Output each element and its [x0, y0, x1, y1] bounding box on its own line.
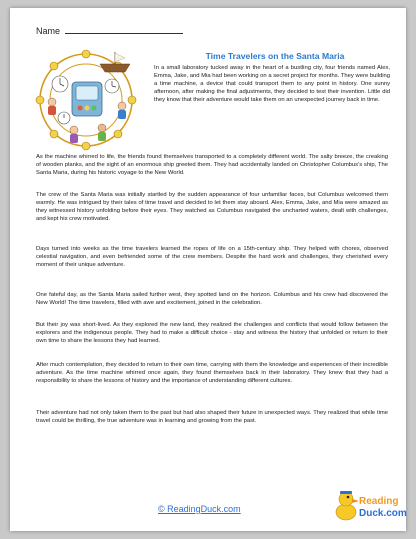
duck-icon — [336, 491, 359, 520]
worksheet-page — [10, 8, 406, 531]
story-paragraph-4: Days turned into weeks as the time travelers learned the ropes of life on a 15th-century ship. They helped with chores, observed celestial navigation, and even befriended some of the crew members. Despite the hard work and challenges, they cherished every moment of their unique adventure. — [36, 246, 388, 268]
name-label: Name — [36, 26, 61, 36]
story-paragraph-7: After much contemplation, they decided to return to their own time, carrying with them the knowledge and experiences of their incredible adventure. As the time machine whirred once again, they found themselves back in their laboratory. They knew that they had a responsibility to share the lessons of history and the importance of understanding different cultures. — [36, 362, 388, 384]
name-field-row — [36, 26, 183, 36]
worksheet-title: Time Travelers on the Santa Maria — [205, 51, 345, 61]
story-paragraph-6: But their joy was short-lived. As they explored the new land, they realized the challenges and conflicts that would follow between the explorers and the indigenous people. They had to make a difficult choice - stay and witness the history that unfolded or return to their own time to share the lessons they had learned. — [36, 322, 388, 344]
readingduck-logo[interactable] — [332, 482, 407, 526]
logo-text-duck: Duck.com — [359, 508, 407, 519]
story-paragraph-8: Their adventure had not only taken them to the past but had also shaped their future in unexpected ways. They realized that while time travel could be thrilling, the true adventure was in learning and growing from the past. — [36, 410, 388, 424]
readingduck-link[interactable]: © ReadingDuck.com — [158, 504, 241, 514]
story-paragraph-1: In a small laboratory tucked away in the heart of a bustling city, four friends named Alex, Emma, Jake, and Mia had been working on a secret project for months. They were building a time machine, a device that could transport them to any point in history. One sunny afternoon, after making the final adjustments, they decided to test their invention. Little did they know that their adventure would take them on an unexpected journey back in time. — [154, 65, 390, 103]
story-paragraph-2: As the machine whirred to life, the friends found themselves transported to a completely different world. The salty breeze, the creaking of wooden planks, and the sight of an enormous ship greeted them. They had accidentally landed on Christopher Columbus's ship, The Santa Maria, during his historic voyage to the New World. — [36, 154, 388, 176]
story-paragraph-3: The crew of the Santa Maria was initially startled by the sudden appearance of four unfamiliar faces, but Columbus welcomed them warmly. He was intrigued by their tales of time travel and decided to let them stay aboard. Alex, Emma, Jake, and Mia were amazed as they witnessed history unfolding before their eyes. They watched as Columbus navigated the uncharted waters, dealt with challenges, and kept his crew motivated. — [36, 192, 388, 222]
time-machine-illustration — [30, 44, 148, 152]
logo-text-reading: Reading — [359, 496, 399, 507]
name-blank-line[interactable] — [65, 33, 183, 34]
story-paragraph-5: One fateful day, as the Santa Maria sailed further west, they spotted land on the horizon. Columbus and his crew had discovered the New World! The time travelers, filled with awe and excitement, joined in the celebration. — [36, 292, 388, 306]
